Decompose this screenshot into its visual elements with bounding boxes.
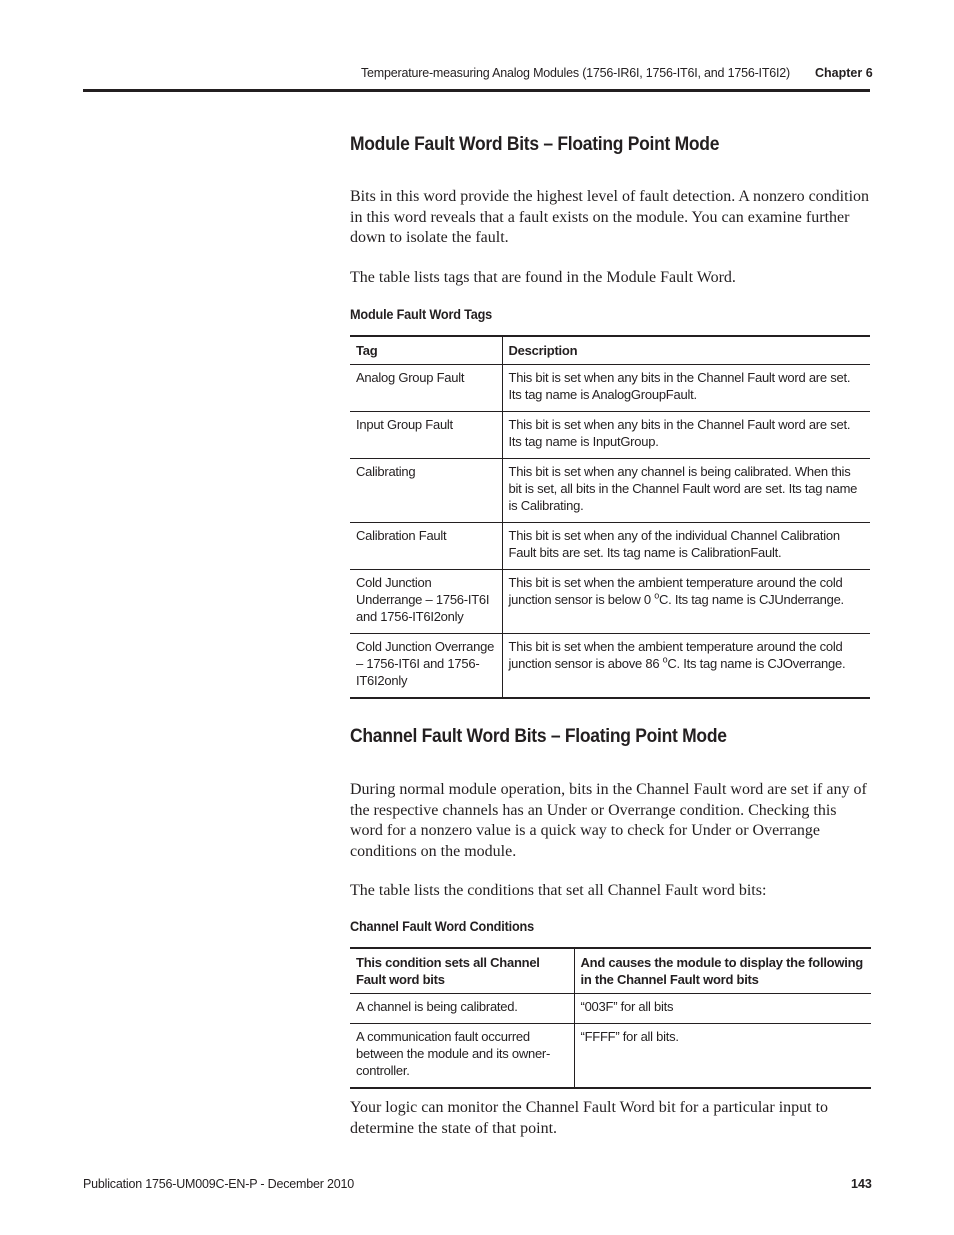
page-number: 143: [851, 1177, 872, 1191]
description-text: C. Its tag name is CJUnderrange.: [659, 592, 844, 607]
table-row: [350, 1024, 871, 1089]
description-cell: [502, 570, 870, 634]
module-fault-word-tags-table: [350, 335, 870, 699]
body-paragraph: Your logic can monitor the Channel Fault Word bit for a particular input to determine the state of that point.: [350, 1099, 829, 1137]
table-row: [350, 634, 870, 699]
tag-cell: Cold Junction Overrange – 1756-IT6I and 1756-IT6I2only: [356, 639, 495, 688]
description-cell: This bit is set when any channel is being calibrated. When this bit is set, all bits in the Channel Fault word are set. Its tag name is Calibrating.: [502, 459, 870, 523]
table-row: [350, 994, 871, 1024]
column-header-display: And causes the module to display the following in the Channel Fault word bits: [574, 948, 871, 994]
display-cell: “003F” for all bits: [574, 994, 871, 1024]
section-heading-module-fault: Module Fault Word Bits – Floating Point Mode: [350, 134, 720, 155]
description-cell: [502, 634, 870, 699]
description-text: This bit is set when the ambient temperature around the cold junction sensor is above 86: [508, 639, 843, 671]
section-heading-channel-fault: Channel Fault Word Bits – Floating Point Mode: [350, 726, 727, 747]
tag-cell: Cold Junction Underrange – 1756-IT6I and 1756-IT6I2only: [356, 575, 490, 624]
table-caption-channel-fault-conditions: Channel Fault Word Conditions: [350, 919, 534, 934]
description-cell: This bit is set when any of the individual Channel Calibration Fault bits are set. Its tag name is CalibrationFault.: [502, 523, 870, 570]
header-divider: [83, 89, 870, 92]
display-cell: “FFFF” for all bits.: [574, 1024, 871, 1089]
body-paragraph: Bits in this word provide the highest level of fault detection. A nonzero condition in this word reveals that a fault exists on the module. You can examine further down to isolate the fault.: [350, 188, 870, 246]
condition-cell: A channel is being calibrated.: [356, 999, 518, 1014]
degree-superscript: o: [662, 654, 668, 665]
column-header-condition: This condition sets all Channel Fault word bits: [356, 955, 540, 987]
running-header-chapter: Chapter 6: [815, 66, 873, 80]
table-header-row: [350, 336, 870, 365]
column-header-description: Description: [502, 336, 870, 365]
description-text: C. Its tag name is CJOverrange.: [667, 656, 846, 671]
table-caption-module-fault-tags: Module Fault Word Tags: [350, 307, 493, 322]
footer-publication: Publication 1756-UM009C-EN-P - December 2010: [83, 1177, 354, 1191]
table-row: [350, 523, 870, 570]
tag-cell: Input Group Fault: [356, 417, 453, 432]
channel-fault-word-conditions-table: [350, 947, 871, 1089]
table-header-row: [350, 948, 871, 994]
running-header-title: Temperature-measuring Analog Modules (1756-IR6I, 1756-IT6I, and 1756-IT6I2): [361, 66, 790, 80]
table-row: [350, 412, 870, 459]
description-cell: This bit is set when any bits in the Channel Fault word are set. Its tag name is AnalogGroupFault.: [502, 365, 870, 412]
degree-superscript: o: [654, 590, 659, 601]
table-row: [350, 365, 870, 412]
description-text: This bit is set when the ambient temperature around the cold junction sensor is below 0: [508, 575, 843, 607]
body-paragraph: The table lists the conditions that set all Channel Fault word bits:: [350, 882, 767, 899]
table-row: [350, 459, 870, 523]
tag-cell: Calibration Fault: [356, 528, 447, 543]
condition-cell: A communication fault occurred between the module and its owner-controller.: [356, 1029, 551, 1078]
tag-cell: Calibrating: [356, 464, 416, 479]
body-paragraph: The table lists tags that are found in the Module Fault Word.: [350, 269, 736, 286]
table-row: [350, 570, 870, 634]
tag-cell: Analog Group Fault: [356, 370, 465, 385]
column-header-tag: Tag: [356, 343, 378, 358]
description-cell: This bit is set when any bits in the Channel Fault word are set. Its tag name is InputGroup.: [502, 412, 870, 459]
body-paragraph: During normal module operation, bits in the Channel Fault word are set if any of the respective channels has an Under or Overrange condition. Checking this word for a nonzero value is a quick way to check for Under or Overrange conditions on the module.: [350, 781, 867, 860]
